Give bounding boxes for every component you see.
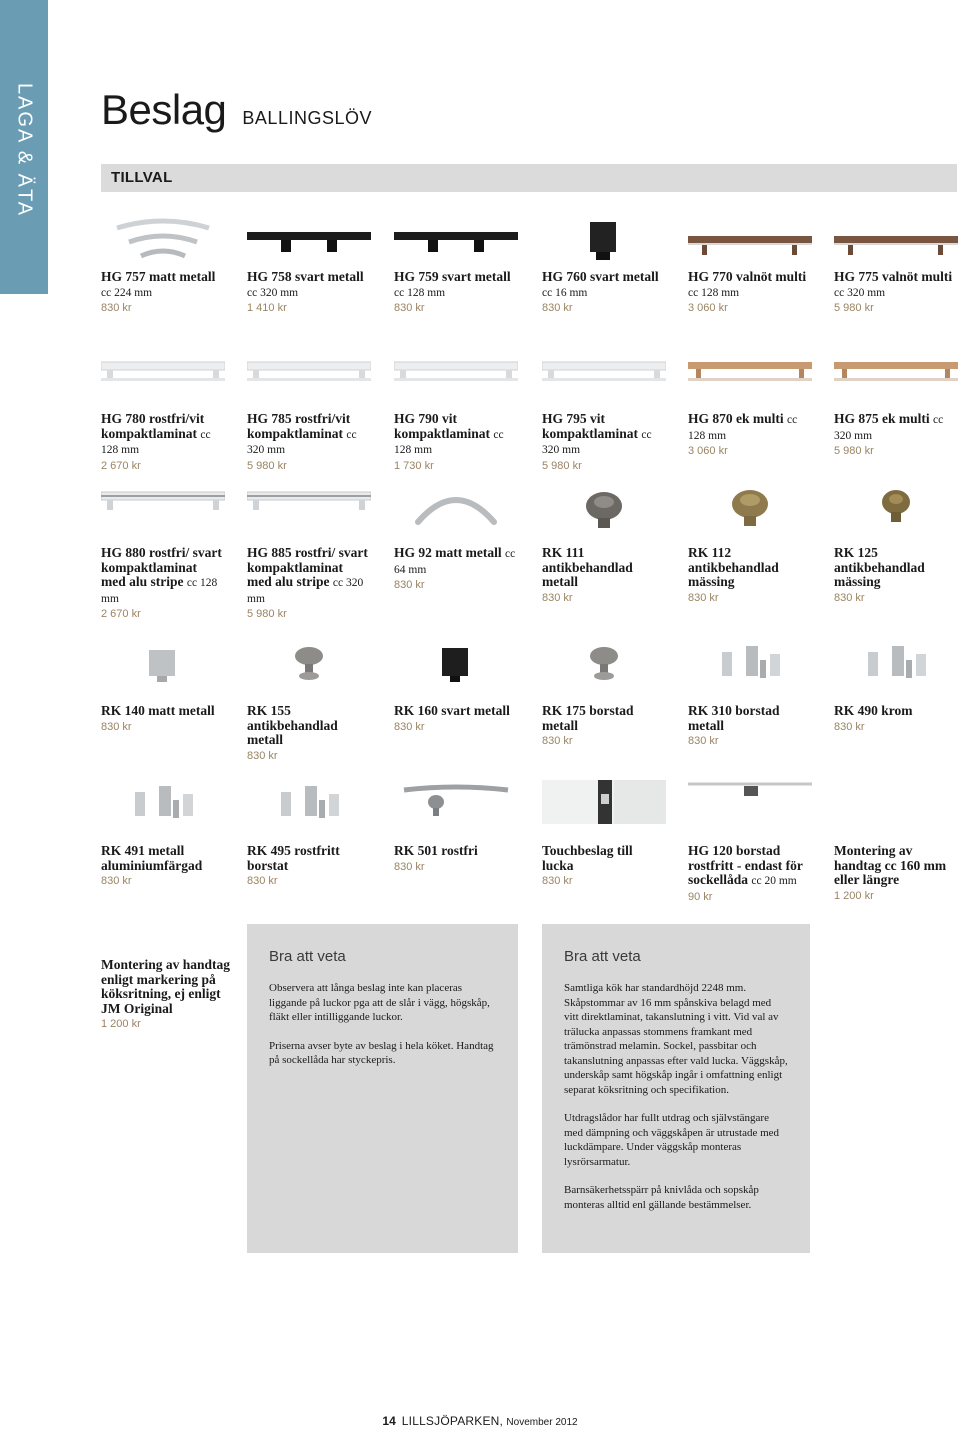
- product-cc: cc 20 mm: [751, 875, 797, 887]
- product-cc: cc 224 mm: [101, 286, 153, 299]
- product-name-text: RK 490 krom: [834, 703, 913, 718]
- title-main: Beslag: [101, 86, 227, 133]
- product-price: 830 kr: [101, 875, 132, 887]
- product-item: [101, 206, 225, 314]
- product-name-text: HG 757 matt metall: [101, 269, 216, 284]
- product-cc: cc 320 mm: [247, 577, 364, 605]
- product-thumbnail: [834, 206, 958, 266]
- product-cc: cc 320 mm: [247, 428, 357, 456]
- product-name: [101, 704, 225, 719]
- product-price: 830 kr: [394, 860, 425, 873]
- product-name: [688, 412, 812, 443]
- mounting-note: [101, 958, 231, 1030]
- product-name: [834, 270, 958, 300]
- product-item: [101, 780, 225, 887]
- product-price: 1 200 kr: [834, 889, 874, 902]
- product-name-text: RK 495 rostfritt borstat: [247, 843, 340, 873]
- product-name-text: HG 885 rostfri/ svart kompaktlaminat med alu stripe: [247, 545, 368, 589]
- product-cc: cc 320 mm: [834, 286, 886, 299]
- product-thumbnail: [394, 206, 518, 266]
- product-name-text: RK 501 rostfri: [394, 843, 478, 858]
- product-name: [101, 546, 225, 606]
- product-item: [834, 780, 958, 902]
- product-price: 3 060 kr: [688, 445, 728, 457]
- product-name-text: RK 112 antikbehandlad mässing: [688, 545, 779, 589]
- publication-date: November 2012: [506, 1417, 578, 1428]
- product-item: [542, 780, 666, 887]
- product-price: 830 kr: [394, 579, 425, 591]
- product-price: 2 670 kr: [101, 608, 141, 620]
- product-name-text: HG 120 borstad rostfritt - endast för sockellåda: [688, 843, 803, 887]
- product-cc: cc 64 mm: [394, 548, 516, 576]
- product-item: [834, 640, 958, 733]
- product-name: [688, 844, 812, 889]
- product-price: 830 kr: [834, 720, 865, 733]
- product-item: [247, 482, 371, 620]
- info-box-2-text-1: Samtliga kök har standardhöjd 2248 mm. Skåpstommar av 16 mm spånskiva belagd med vitt direktlaminat, takanslutning i vitt. Vid val av trälucka anpassas stommens framkant med trämönstrad melamin. Sockel, passbitar och takanslutning anpassas efter vald lucka. Väggskåp, underskåp samt högskåp ingår i omfattning enligt separat köksritning och specifikation.: [564, 982, 788, 1096]
- product-name-text: HG 870 ek multi: [688, 411, 784, 426]
- product-price: 90 kr: [688, 890, 713, 903]
- product-name-text: RK 491 metall aluminiumfärgad: [101, 843, 203, 873]
- product-thumbnail: [101, 206, 225, 266]
- product-thumbnail: [542, 348, 666, 408]
- product-name-text: RK 175 borstad metall: [542, 703, 634, 733]
- product-price: 830 kr: [542, 302, 573, 314]
- product-thumbnail: [101, 780, 225, 840]
- product-item: [542, 640, 666, 747]
- product-name-text: HG 875 ek multi: [834, 411, 930, 426]
- product-price: 830 kr: [834, 591, 865, 604]
- product-cc: cc 128 mm: [394, 286, 446, 299]
- product-name: [688, 270, 812, 300]
- product-name-text: HG 775 valnöt multi: [834, 269, 953, 284]
- product-price: 830 kr: [542, 591, 573, 604]
- product-item: [834, 206, 958, 314]
- page-title: [101, 86, 372, 134]
- product-thumbnail: [101, 640, 225, 700]
- product-name-text: Touchbeslag till lucka: [542, 843, 633, 873]
- product-name: [101, 270, 225, 300]
- product-name: [542, 546, 666, 590]
- product-name: [688, 704, 812, 733]
- product-item: [101, 482, 225, 620]
- product-item: [834, 482, 958, 604]
- product-price: 830 kr: [688, 591, 719, 604]
- product-cc: cc 128 mm: [394, 428, 504, 456]
- product-price: 5 980 kr: [834, 445, 874, 457]
- info-box-1-heading: Bra att veta: [269, 948, 346, 965]
- product-item: [394, 482, 518, 591]
- product-price: 830 kr: [542, 735, 573, 747]
- product-name: [394, 704, 518, 719]
- product-thumbnail: [101, 482, 225, 542]
- info-box-2-text-3: Barnsäkerhetsspärr på knivlåda och sopskåp monteras alltid enl gällande bestämmelser.: [564, 1184, 759, 1211]
- product-thumbnail: [542, 206, 666, 266]
- product-item: [247, 206, 371, 314]
- product-name: [834, 412, 958, 443]
- product-price: 5 980 kr: [542, 459, 582, 472]
- product-thumbnail: [542, 482, 666, 542]
- product-item: [542, 348, 666, 472]
- product-thumbnail: [247, 482, 371, 542]
- product-name-text: RK 125 antikbehandlad mässing: [834, 545, 925, 589]
- product-price: 5 980 kr: [247, 459, 287, 472]
- product-name: [834, 704, 958, 719]
- product-name: [542, 844, 666, 873]
- info-box-2-text-2: Utdragslådor har fullt utdrag och självstängare med dämpning och väggskåpen är utrustade med luckdämpare. Under väggskåp monteras lysrörsarmatur.: [564, 1112, 780, 1168]
- product-thumbnail: [394, 640, 518, 700]
- product-thumbnail: [247, 348, 371, 408]
- product-price: 2 670 kr: [101, 459, 141, 472]
- info-box-1: [247, 924, 518, 1253]
- product-cc: cc 128 mm: [688, 414, 798, 442]
- product-price: 830 kr: [101, 302, 132, 314]
- product-item: [247, 780, 371, 887]
- product-price: 5 980 kr: [247, 608, 287, 620]
- product-name: [247, 844, 371, 873]
- product-price: 830 kr: [247, 749, 278, 762]
- product-item: [688, 780, 812, 903]
- product-price: 830 kr: [247, 875, 278, 887]
- section-label: TILLVAL: [111, 169, 173, 186]
- product-name-text: RK 160 svart metall: [394, 703, 510, 718]
- product-name-text: HG 758 svart metall: [247, 269, 364, 284]
- product-item: [542, 482, 666, 604]
- product-thumbnail: [688, 780, 812, 840]
- product-item: [394, 640, 518, 733]
- mounting-name: Montering av handtag enligt markering på köksritning, ej enligt JM Original: [101, 957, 231, 1016]
- page-number: 14: [382, 1414, 396, 1428]
- product-thumbnail: [394, 482, 518, 542]
- product-item: [394, 206, 518, 314]
- info-box-1-text-1: Observera att långa beslag inte kan placeras liggande på luckor pga att de slår i vägg, högskåp, fläkt eller intilliggande luckor.: [269, 982, 490, 1023]
- product-name: [542, 704, 666, 733]
- product-price: 5 980 kr: [834, 302, 874, 314]
- product-thumbnail: [247, 780, 371, 840]
- product-item: [688, 348, 812, 457]
- product-thumbnail: [394, 780, 518, 840]
- section-band: [101, 164, 957, 192]
- mounting-price: 1 200 kr: [101, 1018, 141, 1030]
- product-cc: cc 128 mm: [688, 286, 740, 299]
- product-name-text: HG 770 valnöt multi: [688, 269, 807, 284]
- product-thumbnail: [688, 348, 812, 408]
- product-name: [247, 270, 371, 300]
- page-footer: [0, 1414, 960, 1428]
- product-name: [101, 412, 225, 458]
- product-thumbnail: [834, 780, 958, 840]
- product-name: [834, 844, 958, 888]
- product-cc: cc 128 mm: [101, 428, 211, 456]
- product-thumbnail: [834, 640, 958, 700]
- info-box-2: [542, 924, 810, 1253]
- product-item: [688, 640, 812, 747]
- product-name: [394, 844, 518, 859]
- product-thumbnail: [542, 640, 666, 700]
- product-item: [834, 348, 958, 457]
- product-name: [542, 270, 666, 300]
- product-name: [101, 844, 225, 873]
- product-item: [394, 780, 518, 873]
- product-name-text: Montering av handtag cc 160 mm eller längre: [834, 843, 947, 887]
- product-price: 830 kr: [688, 735, 719, 747]
- product-price: 830 kr: [101, 720, 132, 733]
- product-name: [394, 412, 518, 458]
- product-name: [247, 546, 371, 606]
- product-thumbnail: [394, 348, 518, 408]
- product-cc: cc 128 mm: [101, 577, 218, 605]
- publication-name: LILLSJÖPARKEN,: [401, 1414, 504, 1428]
- product-thumbnail: [247, 206, 371, 266]
- product-name-text: HG 92 matt metall: [394, 545, 502, 560]
- info-box-1-text-2: Priserna avser byte av beslag i hela köket. Handtag på sockellåda har styckepris.: [269, 1039, 494, 1066]
- product-name: [247, 412, 371, 458]
- product-name-text: RK 310 borstad metall: [688, 703, 780, 733]
- side-tab-label: LAGA & ÄTA: [13, 82, 36, 218]
- product-cc: cc 320 mm: [834, 414, 944, 442]
- product-item: [101, 640, 225, 733]
- product-price: 830 kr: [394, 720, 425, 733]
- product-name-text: RK 140 matt metall: [101, 703, 215, 718]
- product-cc: cc 320 mm: [542, 428, 652, 456]
- product-item: [394, 348, 518, 472]
- product-price: 1 730 kr: [394, 459, 434, 472]
- product-name-text: HG 780 rostfri/vit kompaktlaminat: [101, 411, 205, 441]
- product-name: [688, 546, 812, 590]
- product-item: [247, 348, 371, 472]
- product-name: [247, 704, 371, 748]
- product-cc: cc 16 mm: [542, 286, 588, 299]
- product-name-text: HG 760 svart metall: [542, 269, 659, 284]
- product-thumbnail: [688, 482, 812, 542]
- product-thumbnail: [542, 780, 666, 840]
- product-thumbnail: [688, 206, 812, 266]
- product-item: [542, 206, 666, 314]
- product-name: [394, 546, 518, 577]
- product-name-text: HG 790 vit kompaktlaminat: [394, 411, 491, 441]
- product-price: 830 kr: [542, 875, 573, 887]
- product-price: 3 060 kr: [688, 302, 728, 314]
- product-name-text: HG 759 svart metall: [394, 269, 511, 284]
- product-cc: cc 320 mm: [247, 286, 299, 299]
- product-thumbnail: [247, 640, 371, 700]
- product-name-text: RK 111 antikbehandlad metall: [542, 545, 633, 589]
- product-item: [688, 482, 812, 604]
- product-price: 830 kr: [394, 302, 425, 314]
- product-thumbnail: [834, 348, 958, 408]
- product-name-text: RK 155 antikbehandlad metall: [247, 703, 338, 747]
- product-name-text: HG 795 vit kompaktlaminat: [542, 411, 639, 441]
- product-name: [394, 270, 518, 300]
- product-name-text: HG 880 rostfri/ svart kompaktlaminat med alu stripe: [101, 545, 222, 589]
- side-tab: [0, 0, 48, 294]
- product-name: [542, 412, 666, 458]
- title-sub: BALLINGSLÖV: [242, 108, 372, 128]
- product-thumbnail: [688, 640, 812, 700]
- product-thumbnail: [834, 482, 958, 542]
- product-item: [688, 206, 812, 314]
- product-item: [101, 348, 225, 472]
- product-thumbnail: [101, 348, 225, 408]
- product-name: [834, 546, 958, 590]
- product-item: [247, 640, 371, 762]
- product-name-text: HG 785 rostfri/vit kompaktlaminat: [247, 411, 351, 441]
- product-price: 1 410 kr: [247, 302, 287, 314]
- info-box-2-heading: Bra att veta: [564, 948, 641, 965]
